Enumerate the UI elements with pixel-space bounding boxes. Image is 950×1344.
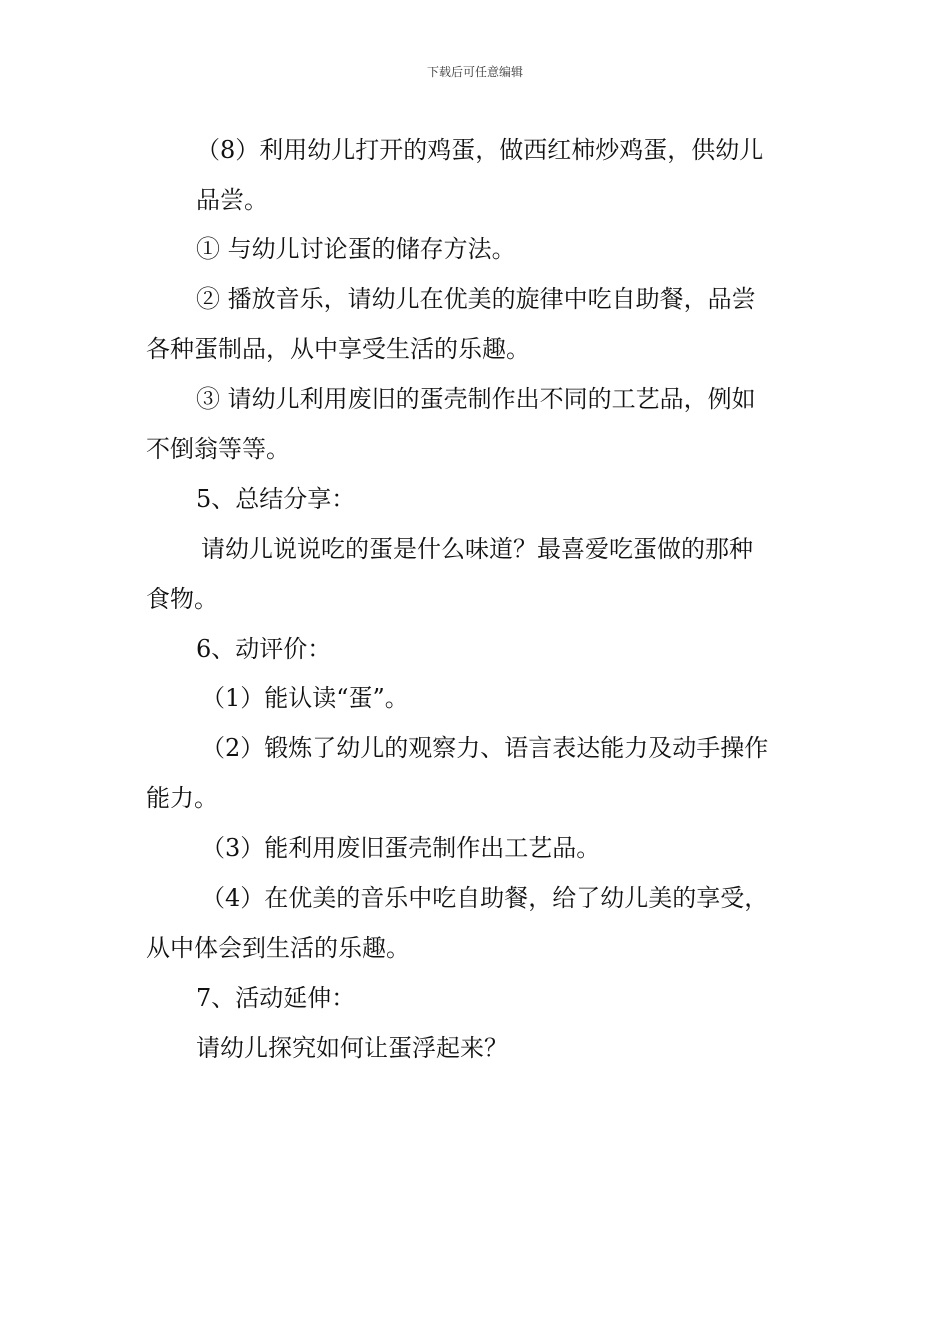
paragraph-line: ③ 请幼儿利用废旧的蛋壳制作出不同的工艺品，例如: [196, 385, 756, 413]
paragraph-line: 品尝。: [196, 186, 268, 214]
paragraph-line: （4）在优美的音乐中吃自助餐，给了幼儿美的享受，: [201, 884, 769, 912]
paragraph-line: 各种蛋制品，从中享受生活的乐趣。: [146, 335, 530, 363]
paragraph-line: （1）能认读“蛋”。: [201, 684, 409, 712]
paragraph-line: 从中体会到生活的乐趣。: [146, 934, 410, 962]
section-heading: 5、总结分享：: [196, 485, 356, 513]
paragraph-line: （8）利用幼儿打开的鸡蛋，做西红柿炒鸡蛋，供幼儿: [196, 136, 764, 164]
paragraph-line: 食物。: [146, 585, 218, 613]
paragraph-line: 请幼儿探究如何让蛋浮起来？: [196, 1034, 508, 1062]
section-heading: 6、动评价：: [196, 635, 332, 663]
paragraph-line: （3）能利用废旧蛋壳制作出工艺品。: [201, 834, 601, 862]
section-heading: 7、活动延伸：: [196, 984, 356, 1012]
paragraph-line: ② 播放音乐，请幼儿在优美的旋律中吃自助餐，品尝: [196, 285, 756, 313]
paragraph-line: （2）锻炼了幼儿的观察力、语言表达能力及动手操作: [201, 734, 769, 762]
paragraph-line: 不倒翁等等。: [146, 435, 290, 463]
paragraph-line: 能力。: [146, 784, 218, 812]
page-header-note: 下载后可任意编辑: [426, 65, 523, 79]
paragraph-line: ① 与幼儿讨论蛋的储存方法。: [196, 235, 516, 263]
paragraph-line: 请幼儿说说吃的蛋是什么味道？最喜爱吃蛋做的那种: [201, 535, 753, 563]
